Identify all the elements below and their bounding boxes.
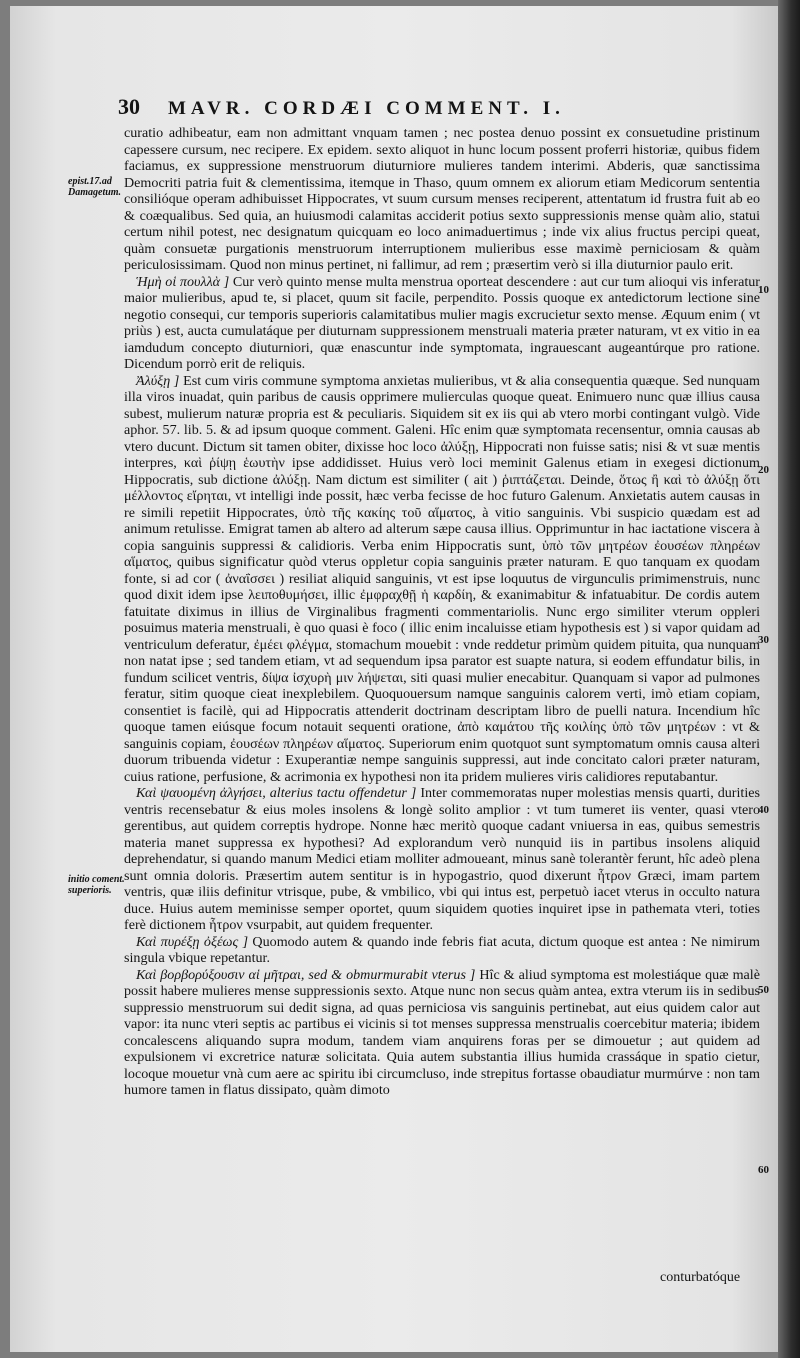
page-number: 30 xyxy=(118,94,140,119)
book-binding xyxy=(778,0,800,1358)
paragraph xyxy=(124,274,760,373)
catchword: conturbatóque xyxy=(660,1270,741,1285)
margin-note-initio: initio coment. superioris. xyxy=(68,874,125,896)
paragraph-lemma: Καὶ πυρέξῃ ὀξέως ] xyxy=(136,933,249,950)
line-number: 10 xyxy=(758,284,769,296)
line-number: 50 xyxy=(758,984,769,996)
paragraph-lemma: Ἡμὴ οἱ πουλλὰ ] xyxy=(136,273,230,290)
paragraph-lemma: Καὶ βορβορύξουσιν αἱ μῆτραι, sed & obmurmurabit vterus ] xyxy=(136,966,476,983)
line-number: 30 xyxy=(758,634,769,646)
line-number: 60 xyxy=(758,1164,769,1176)
line-number: 20 xyxy=(758,464,769,476)
paragraph-text: curatio adhibeatur, eam non admittant vnquam tamen ; nec postea denuo possint ex consuetudine pristinum capessere cursum, nec recipere. Ex epidem. sexto aliquot in hunc locum possent proferri historiæ, quibus fidem faciamus, ex suppressione menstruorum diuturniore mulieres tandem interimi. Abderis, quæ sanctissima Democriti patria fuit & clementissima, itemque in Thaso, quum omnem ex aliorum etiam Medicorum sententia consilióque operam adhibuisset Hippocrates, vt suum cursum menses reciperent, attentatum id frustra fuit ab eo & coæqualibus. Sed quia, an huiusmodi calamitas acciderit potius sexto suppressionis mense quàm alio, statui certum nihil potest, nec designatum quicquam eo loco animaduertimus ; inde vix alius fructus percipi queat, quàm consuetæ purgationis menstruorum interruptionem mulieribus esse maximè perniciosam & quàm periculosissimam. Quod non minus pertinet, ni fallimur, ad rem ; præsertim verò si illa diuturnior paulo erit. xyxy=(124,125,760,273)
running-head: MAVR. CORDÆI COMMENT. I. xyxy=(168,98,565,119)
paragraph-lemma: Ἀλύξῃ ] xyxy=(136,372,180,389)
paragraph xyxy=(124,125,760,274)
line-number: 40 xyxy=(758,804,769,816)
paragraph xyxy=(124,373,760,786)
commentary-body xyxy=(124,125,760,1099)
paragraph-text: Inter commemoratas nuper molestias mensis quarti, durities ventris recensebatur & eius moles insolens & longè solito amplior : vt tum tumeret iis venter, quasi vtero gerentibus, aut quidem correptis hydrope. Nonne hæc meritò quoque cadant vniuersa in eas, quibus semestris materia manet suppressa ex hypothesi? Ad explorandum verò nunquid iis in partibus insolens aliquid deprehendatur, si quando manum Medici etiam molliter admoueant, minus sanè tolerantèr ferunt, hîc adeò plena sunt omnia doloris. Præsertim autem sentitur is in hypogastrio, quod dixerunt ἦτρον Græci, imam partem ventris, quæ iliis definitur vtrisque, pube, & vmbilico, vbi qui intus est, perpetuò iacet vterus in occulto natura duce. Huius autem meminisse semper oportet, quum siquidem quoties inquiret ipse in pathemata vteri, toties ferè dictionem ἦτρον vsurpabit, aut quidem frequenter. xyxy=(124,785,760,933)
margin-note-epistle: epist.17.ad Damagetum. xyxy=(68,176,122,198)
page-header xyxy=(118,94,758,120)
paragraph xyxy=(124,785,760,934)
paragraph-lemma: Καὶ ψαυομένη ἀλγήσει, alterius tactu offendetur ] xyxy=(136,785,417,801)
paragraph-text: Hîc & aliud symptoma est molestiáque quæ malè possit habere mulieres mense suppressionis sexto. Atque nunc non secus quàm antea, extra vterum iis in sedibus suppressio menstruorum sui dedit signa, ad quas perniciosa vis sanguinis pertinebat, aut eius quidem calor aut vapor: ita nunc vteri septis ac partibus ei vicinis si tot menses suppressa menstrualis coercebitur materia; ibidem concalescens aliquando supra modum, tandem viam anquirens foras per se dimouetur ; aut quidem ad expulsionem vi excretrice naturæ solicitata. Quia autem substantia illius humida crassáque in spatio cietur, locoque mouetur vnà cum aere ac spiritu ibi circumcluso, inde strepitus fortasse obaudiatur murmúrve : non tam humore tamen in flatus dissipato, quàm dimoto xyxy=(124,966,760,1098)
paragraph-text: Est cum viris commune symptoma anxietas mulieribus, vt & alia consequentia quæque. Sed nunquam illa viros inuadat, quin paribus de causis opprimere mulierculas quoque queat. Enimuero nunc quæ illius causa subest, mulierum naturæ propria est & peculiaris. Siquidem sit ex iis qui ab vtero morbi contingant vulgò. Vide aphor. 57. lib. 5. & ad ipsum quoque comment. Galeni. Hîc enim quæ symptomata recensentur, omnia causas ab vtero ducunt. Dictum sit tamen obiter, dixisse hoc loco ἀλύξῃ, Hippocrati non fuisse satis; nisi & vt suæ mentis interpres, καὶ ῥίψῃ ἑωυτὴν ipse addidisset. Huius verò loci meminit Galenus etiam in exegesi dictionum Hippocratis, sub dictione ἀλύξῃ. Nam dictum est similiter ( ait ) ῥιπτάζεται. Deinde, ὅτως ἢ καὶ τὸ ἀλύξῃ ὅτι μέλλοντος εἴρηται, vt intelligi inde possit, hæc verba fecisse de hoc futuro Galenum. Anxietatis autem causas in re simili repetiit Hippocrates, ὑπὸ τῆς κακίης τοῦ αἵματος, à vitio sanguinis. Vbi suspicio quædam est ad animum retulisse. Emigrat tamen ab altero ad alterum sæpe causa illius. Opprimuntur in hac iactatione viscera à copia sanguinis suppressi & calidioris. Verba enim Hippocratis sunt, ὑπὸ τῶν μητρέων ἐουσέων πληρέων αἵματος, quibus significatur quòd vterus oppletur copia sanguinis præter naturam. E quo tanquam ex quodam fonte, si ad cor ( ἀναΐσσει ) resiliat aliquid sanguinis, vt est ipse loquutus de virgunculis primimenstruis, nunc quod dixit idem ipse λειποθυμήσει, illic ἐμφραχθῇ ἡ καρδίη, & exanimabitur & infatuabitur. De cordis autem fatuitate diximus in illius de Virginalibus fragmenti commentariolis. Nunc ergo similiter vterum oppleri posuimus materia menstruali, è quo quasi è foco ( illic enim incaluisse etiam hypothesis est ) si vapor quidam ad ventriculum deferatur, ἐμέει φλέγμα, stomachum mouebit : vnde reddetur primùm quidem pituita, qua nunquam non natat ipse ; sed tandem etiam, vt ad sequendum ipsa parator est suapte natura, si eodem effundatur bilis, in fundum scilicet ventris, δίψα ἰσχυρὴ μιν λήψεται, siti quasi mulier enecabitur. Quanquam si vapor ad pulmones feratur, sitim quoque cieat inexplebilem. Quoquouersum namque sanguinis calorem verti, imò etiam copiam, consentiet is facilè, qui ad Hippocratis attenderit doctrinam descriptam libro de puelli natura. Incendium hîc quoque tamen eiúsque focum notauit sequenti oratione, ἀπὸ καμάτου τῆς κοιλίης ὑπὸ τῶν μητρέων : vt & sanguinis copiam, ἐουσέων πληρέων αἵματος. Superiorum enim quotquot sunt symptomatum omnis causa alteri duorum tribuenda videtur : Exuperantiæ nempe sanguinis suppressi, aut inde concitato calori præter naturam, cuius ratione, perfusione, & acrimonia ex hypothesi non ita pridem mulieres viris calidiores reputabantur. xyxy=(124,372,761,785)
paragraph-text: Cur verò quinto mense multa menstrua oporteat descendere : aut cur tum alioqui vis inferatur maior mulieribus, apud te, si placet, quum sit facile, perpendito. Possis quoque ex antedictorum lectione sine negotio consequi, cur temporis superioris calamitatibus mulier magis excrucietur sexto mense. Æquum enim ( vt priùs ) est, aucta cumulatáque per diuturnam suppressionem menstruali materia præter naturam, vt ex vitio in ea iamdudum concepto diuturniori, quæ enascuntur inde symptomata, ingrauescant augeantúrque pro ratione. Dicendum porrò erit de reliquis. xyxy=(124,273,761,372)
paragraph-text: Quomodo autem & quando inde febris fiat acuta, dictum quoque est antea : Ne nimirum singula vbique repetantur. xyxy=(124,933,761,966)
paragraph xyxy=(124,934,760,967)
book-page xyxy=(10,6,778,1352)
paragraph xyxy=(124,967,760,1099)
